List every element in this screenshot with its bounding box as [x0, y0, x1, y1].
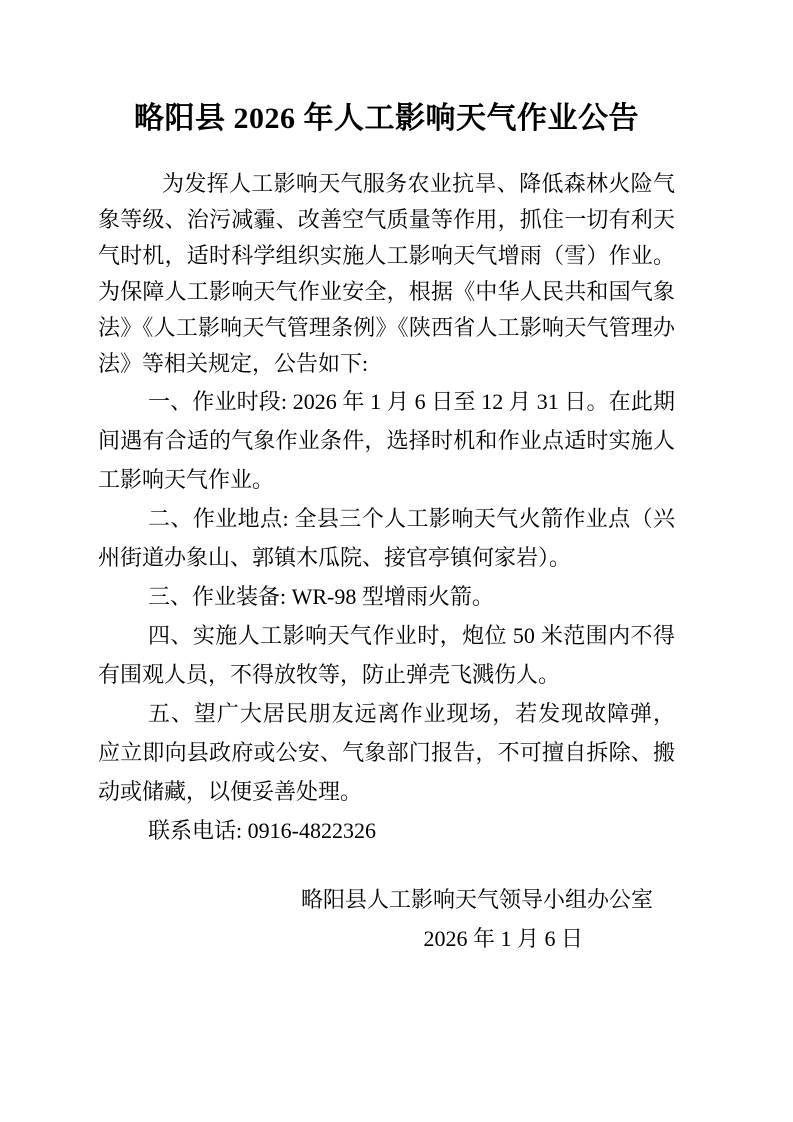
intro-paragraph: 为发挥人工影响天气服务农业抗旱、降低森林火险气象等级、治污减霾、改善空气质量等作用，抓住一切有利天气时机，适时科学组织实施人工影响天气增雨（雪）作业。为保障人工影响天气作业安全，根据《中华人民共和国气象法》《人工影响天气管理条例》《陕西省人工影响天气管理办法》等相关规定，公告如下: [98, 171, 675, 376]
issuing-office-line: 略阳县人工影响天气领导小组办公室 [300, 887, 653, 912]
item-4-safety-radius: 四、实施人工影响天气作业时，炮位 50 米范围内不得有围观人员，不得放牧等，防止弹壳飞溅伤人。 [98, 623, 675, 687]
document-title: 略阳县 2026 年人工影响天气作业公告 [134, 102, 639, 135]
document-content [98, 96, 675, 958]
issue-date-line: 2026 年 1 月 6 日 [423, 926, 583, 951]
item-2-operation-locations: 二、作业地点: 全县三个人工影响天气火箭作业点（兴州街道办象山、郭镇木瓜院、接官亭镇何家岩）。 [98, 506, 675, 570]
contact-phone-line: 联系电话: 0916-4822326 [148, 818, 376, 843]
item-5-dud-warning: 五、望广大居民朋友远离作业现场，若发现故障弹，应立即向县政府或公安、气象部门报告，不可擅自拆除、搬动或储藏，以便妥善处理。 [98, 701, 675, 804]
item-1-operation-period: 一、作业时段: 2026 年 1 月 6 日至 12 月 31 日。在此期间遇有合适的气象作业条件，选择时机和作业点适时实施人工影响天气作业。 [98, 389, 675, 492]
item-3-operation-equipment: 三、作业装备: WR-98 型增雨火箭。 [148, 584, 494, 609]
signature-block [98, 880, 675, 958]
